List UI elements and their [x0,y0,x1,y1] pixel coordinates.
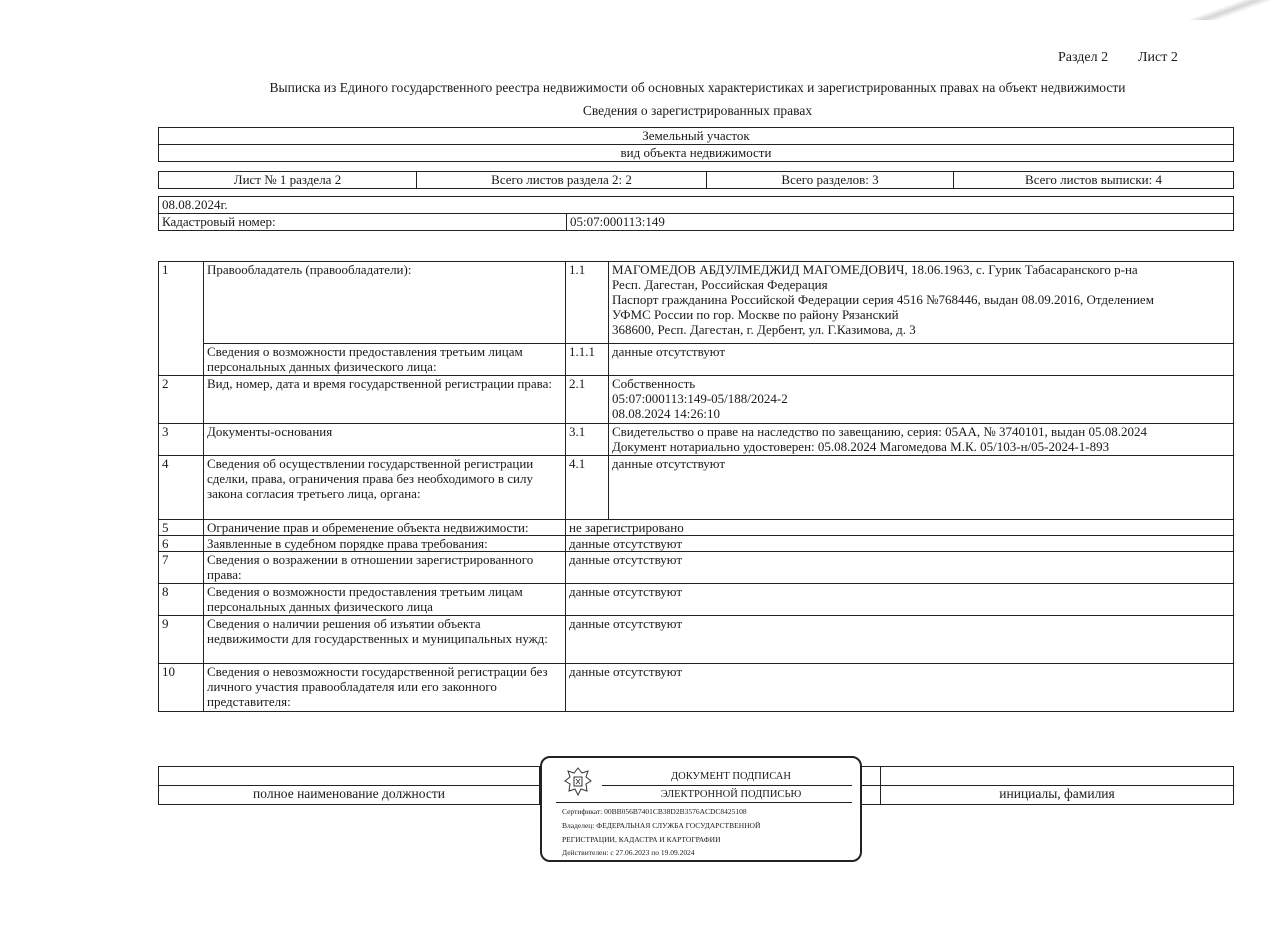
registration-line: 08.08.2024 14:26:10 [612,406,720,421]
stamp-line1: ДОКУМЕНТ ПОДПИСАН [671,771,791,782]
row-label: Ограничение прав и обременение объекта недвижимости: [204,520,566,536]
position-label: полное наименование должности [159,786,540,805]
position-field [159,767,540,786]
sheet-no: Лист № 1 раздела 2 [159,172,417,189]
basis-documents [609,424,1234,456]
row-number: 6 [159,536,204,552]
coat-of-arms-icon [560,764,596,800]
name-field [881,767,1234,786]
row-number: 5 [159,520,204,536]
row-label: Документы-основания [204,424,566,456]
stamp-owner-continued: РЕГИСТРАЦИИ, КАДАСТРА И КАРТОГРАФИИ [562,835,721,844]
row-value: данные отсутствуют [566,584,1234,616]
row-subnumber: 2.1 [566,376,609,424]
right-holder-info [609,262,1234,344]
registration-line: 05:07:000113:149-05/188/2024-2 [612,391,788,406]
table-row [159,520,1234,536]
document-subtitle: Сведения о зарегистрированных правах [582,103,813,118]
stamp-line2: ЭЛЕКТРОННОЙ ПОДПИСЬЮ [660,789,802,800]
row-value: данные отсутствуют [566,552,1234,584]
stamp-divider [556,802,852,803]
registration-line: Собственность [612,376,696,391]
table-row [159,344,1234,376]
sheet-info-table [158,171,1234,189]
row-label: Сведения о возможности предоставления третьим лицам персональных данных физического лица [204,584,566,616]
stamp-divider [602,785,852,786]
table-row [159,616,1234,664]
object-type-table [158,127,1234,162]
row-number: 2 [159,376,204,424]
row-label: Правообладатель (правообладатели): [204,262,566,344]
row-label: Сведения о возражении в отношении зарегистрированного права: [204,552,566,584]
row-label: Сведения о невозможности государственной регистрации без личного участия правообладателя или его законного представителя: [204,664,566,712]
stamp-validity: Действителен: с 27.06.2023 по 19.09.2024 [562,848,695,857]
row-label: Вид, номер, дата и время государственной регистрации права: [204,376,566,424]
holder-line: Паспорт гражданина Российской Федерации серия 4516 №768446, выдан 08.09.2016, Отделением [612,292,1154,307]
object-name: Земельный участок [159,128,1234,145]
table-row [159,536,1234,552]
row-number: 7 [159,552,204,584]
table-row [159,376,1234,424]
total-section-sheets: Всего листов раздела 2: 2 [417,172,707,189]
row-value: не зарегистрировано [566,520,1234,536]
total-sections: Всего разделов: 3 [707,172,954,189]
row-value: данные отсутствуют [609,344,1234,376]
rights-table [158,261,1234,712]
section-number: Раздел 2 [1058,50,1109,65]
row-value: данные отсутствуют [566,664,1234,712]
row-subnumber: 1.1 [566,262,609,344]
row-value: данные отсутствуют [566,536,1234,552]
total-sheets: Всего листов выписки: 4 [954,172,1234,189]
scan-artifact [1175,0,1280,20]
row-label: Сведения о возможности предоставления третьим лицам персональных данных физического лица: [204,344,566,376]
row-subnumber: 4.1 [566,456,609,520]
cadastral-label: Кадастровый номер: [159,214,567,231]
name-label: инициалы, фамилия [881,786,1234,805]
row-number: 4 [159,456,204,520]
table-row [159,456,1234,520]
row-number: 8 [159,584,204,616]
row-number: 10 [159,664,204,712]
row-subnumber: 1.1.1 [566,344,609,376]
row-number: 9 [159,616,204,664]
table-row [159,584,1234,616]
row-number: 3 [159,424,204,456]
registration-info [609,376,1234,424]
cadastral-number: 05:07:000113:149 [567,214,1234,231]
table-row [159,424,1234,456]
object-kind-label: вид объекта недвижимости [159,145,1234,162]
holder-line: МАГОМЕДОВ АБДУЛМЕДЖИД МАГОМЕДОВИЧ, 18.06.1963, с. Гурик Табасаранского р-на [612,262,1138,277]
sheet-number: Лист 2 [1138,50,1178,65]
row-label: Сведения о наличии решения об изъятии объекта недвижимости для государственных и муниципальных нужд: [204,616,566,664]
document-line: Документ нотариально удостоверен: 05.08.2024 Магомедова М.К. 05/103-н/05-2024-1-893 [612,439,1110,454]
stamp-owner: Владелец: ФЕДЕРАЛЬНАЯ СЛУЖБА ГОСУДАРСТВЕННОЙ [562,821,761,830]
row-label: Сведения об осуществлении государственной регистрации сделки, права, ограничения права без необходимого в силу закона согласия третьего лица, органа: [204,456,566,520]
document-line: Свидетельство о праве на наследство по завещанию, серия: 05АА, № 3740101, выдан 05.08.2024 [612,424,1147,439]
row-subnumber: 3.1 [566,424,609,456]
row-label: Заявленные в судебном порядке права требования: [204,536,566,552]
holder-line: УФМС России по гор. Москве по району Рязанский [612,307,899,322]
statement-date: 08.08.2024г. [159,197,1234,214]
row-value: данные отсутствуют [566,616,1234,664]
row-value: данные отсутствуют [609,456,1234,520]
table-row [159,664,1234,712]
electronic-signature-stamp [540,756,862,862]
document-title: Выписка из Единого государственного реестра недвижимости об основных характеристиках и зарегистрированных правах на объект недвижимости [269,80,1126,95]
holder-line: 368600, Респ. Дагестан, г. Дербент, ул. Г.Казимова, д. 3 [612,322,916,337]
table-row [159,552,1234,584]
cadastral-table [158,196,1234,231]
row-number: 1 [159,262,204,376]
table-row [159,262,1234,344]
stamp-certificate: Сертификат: 00BB056B7401CB38D2B3576ACDC8425108 [562,807,747,816]
holder-line: Респ. Дагестан, Российская Федерация [612,277,828,292]
